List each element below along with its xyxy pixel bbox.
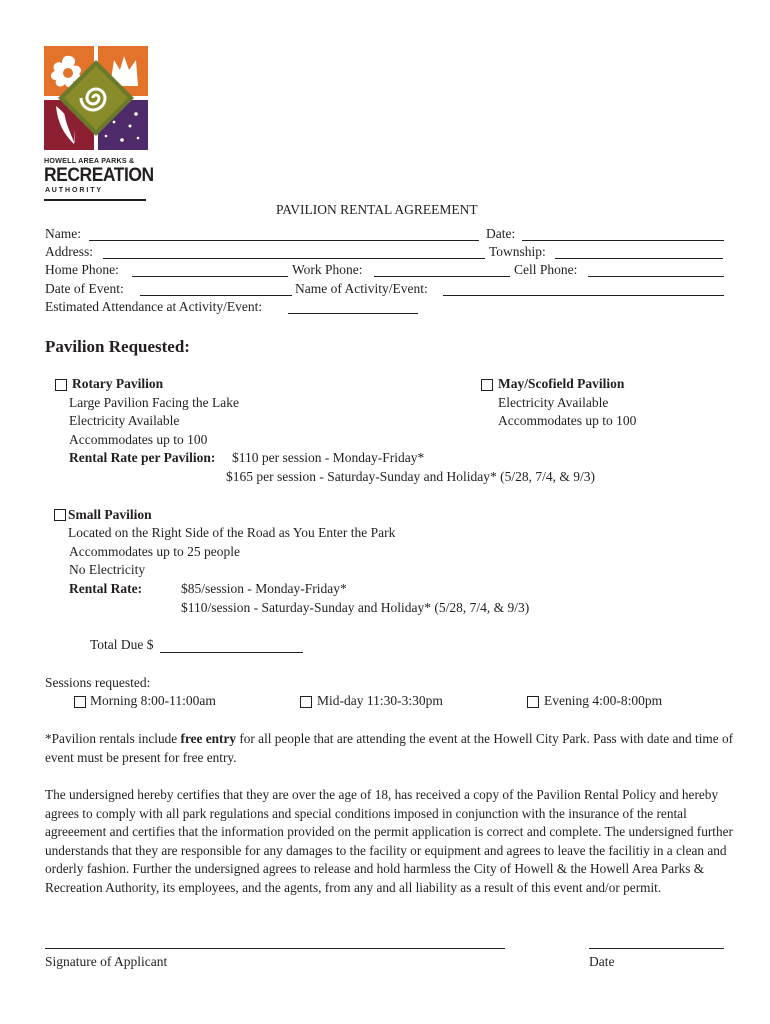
rotary-rate-label: Rental Rate per Pavilion: (69, 450, 216, 465)
may-scofield-checkbox[interactable] (481, 379, 493, 391)
signature-field[interactable] (45, 948, 505, 949)
form-title: PAVILION RENTAL AGREEMENT (276, 202, 478, 217)
total-due-field[interactable] (160, 652, 303, 653)
logo (44, 46, 154, 206)
attendance-label: Estimated Attendance at Activity/Event: (45, 299, 263, 314)
small-rate2: $110/session - Saturday-Sunday and Holiday* (5/28, 7/4, & 9/3) (181, 600, 530, 615)
home-phone-label: Home Phone: (45, 262, 119, 277)
small-rate1: $85/session - Monday-Friday* (181, 581, 347, 596)
evening-checkbox[interactable] (527, 696, 539, 708)
signature-date-label: Date (589, 954, 615, 969)
date-of-event-label: Date of Event: (45, 281, 124, 296)
township-label: Township: (489, 244, 546, 259)
address-label: Address: (45, 244, 93, 259)
morning-checkbox[interactable] (74, 696, 86, 708)
rotary-line2: Electricity Available (69, 413, 180, 428)
total-due-label: Total Due $ (90, 637, 154, 652)
logo-line2: RECREATION (44, 165, 154, 186)
note-part1: *Pavilion rentals include (45, 731, 181, 746)
name-label: Name: (45, 226, 81, 241)
small-pavilion-title: Small Pavilion (68, 507, 152, 522)
rotary-rate2: $165 per session - Saturday-Sunday and Holiday* (5/28, 7/4, & 9/3) (226, 469, 595, 484)
logo-underline (44, 199, 146, 201)
date-label: Date: (486, 226, 516, 241)
signature-date-field[interactable] (589, 948, 724, 949)
free-entry-note (45, 730, 735, 767)
small-rate-label: Rental Rate: (69, 581, 143, 596)
note-bold: free entry (180, 731, 237, 746)
logo-line1: HOWELL AREA PARKS & (44, 156, 135, 165)
midday-label: Mid-day 11:30-3:30pm (317, 693, 443, 708)
may-scofield-title: May/Scofield Pavilion (498, 376, 625, 391)
date-field[interactable] (522, 240, 724, 241)
rotary-rate1: $110 per session - Monday-Friday* (232, 450, 425, 465)
morning-label: Morning 8:00-11:00am (90, 693, 216, 708)
small-pavilion-line1: Located on the Right Side of the Road as You Enter the Park (68, 525, 396, 540)
note-part2: for all people that are attending the event at the Howell City Park. Pass with date and time of event must be present for free entry. (45, 731, 734, 765)
address-field[interactable] (103, 258, 485, 259)
name-field[interactable] (89, 240, 479, 241)
rotary-line1: Large Pavilion Facing the Lake (69, 395, 239, 410)
cell-phone-label: Cell Phone: (514, 262, 578, 277)
cell-phone-field[interactable] (588, 276, 724, 277)
township-field[interactable] (555, 258, 723, 259)
activity-name-field[interactable] (443, 295, 724, 296)
home-phone-field[interactable] (132, 276, 288, 277)
small-pavilion-checkbox[interactable] (54, 509, 66, 521)
rotary-title: Rotary Pavilion (72, 376, 164, 391)
evening-label: Evening 4:00-8:00pm (544, 693, 663, 708)
activity-name-label: Name of Activity/Event: (295, 281, 428, 296)
may-scofield-line2: Accommodates up to 100 (498, 413, 637, 428)
logo-mark (44, 46, 148, 154)
certification-text: The undersigned hereby certifies that they are over the age of 18, has received a copy of the Pavilion Rental Policy and hereby agrees to comply with all park regulations and special conditions imposed in conjunction with the insurance of the rental agreeement and certifies that the information provided on the permit application is correct and complete. The undersigned further understands that they are responsible for any damages to the facility or equipment and agrees to leave the facilitiy in a clean and orderly fashion. Further the undersigned agrees to release and hold harmless the City of Howell & the Howell Area Parks & Recreation Authority, its employees, and the agents, from any and all liability as a result of this event and/or permit. (45, 787, 733, 895)
sessions-label: Sessions requested: (45, 675, 151, 690)
logo-line3: A U T H O R I T Y (45, 187, 102, 194)
midday-checkbox[interactable] (300, 696, 312, 708)
work-phone-label: Work Phone: (292, 262, 363, 277)
attendance-field[interactable] (288, 313, 418, 314)
rotary-line3: Accommodates up to 100 (69, 432, 208, 447)
work-phone-field[interactable] (374, 276, 510, 277)
pavilion-heading: Pavilion Requested: (45, 337, 190, 356)
small-pavilion-line2: Accommodates up to 25 people (69, 544, 240, 559)
signature-label: Signature of Applicant (45, 954, 168, 969)
may-scofield-line1: Electricity Available (498, 395, 609, 410)
date-of-event-field[interactable] (140, 295, 292, 296)
rotary-checkbox[interactable] (55, 379, 67, 391)
small-pavilion-line3: No Electricity (69, 562, 146, 577)
